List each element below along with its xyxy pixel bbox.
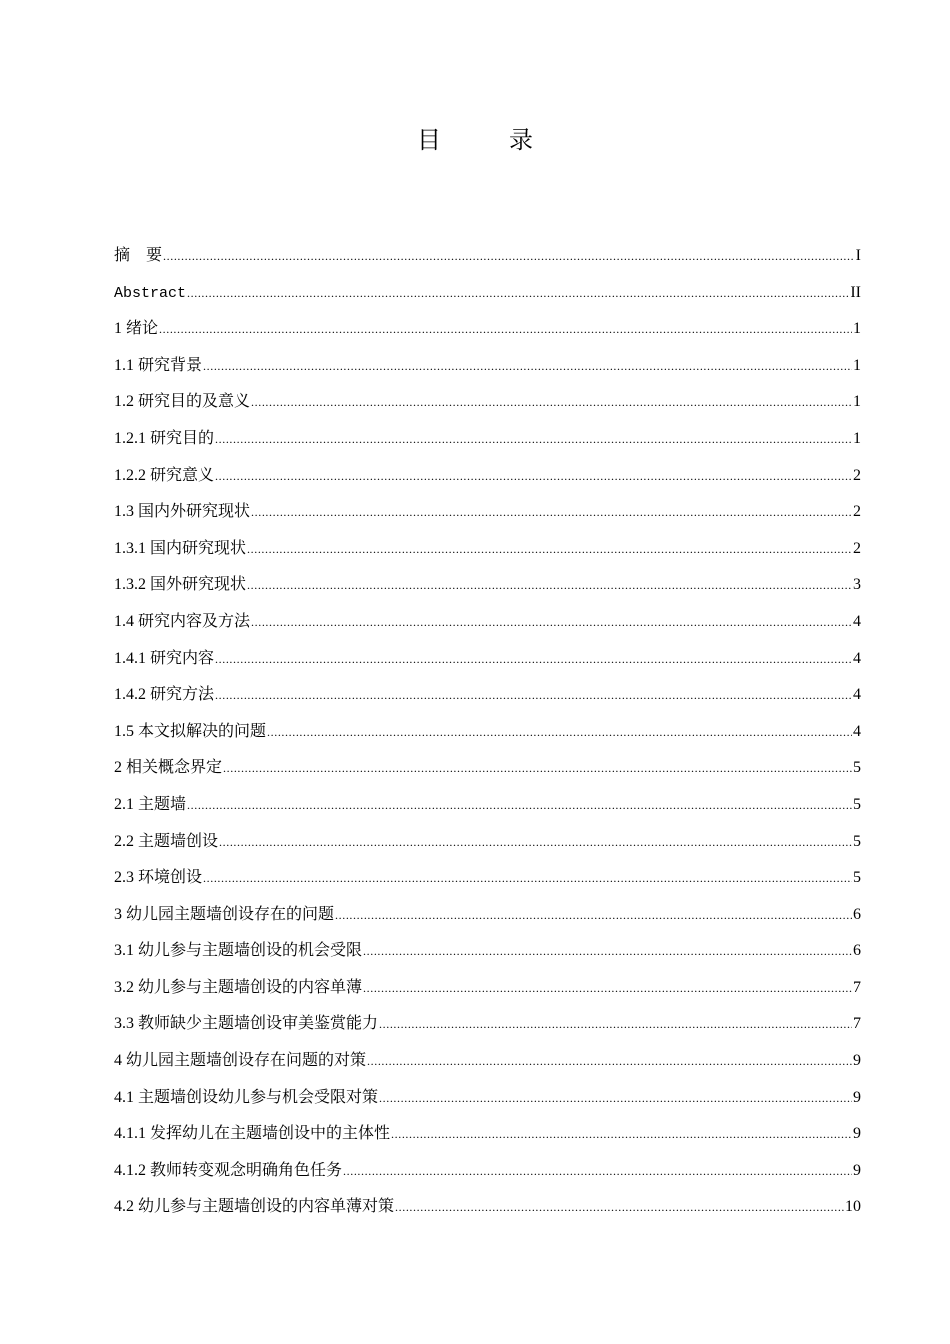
toc-entry[interactable] bbox=[114, 1080, 861, 1117]
toc-entry-label: 1.5 本文拟解决的问题 bbox=[114, 722, 267, 740]
toc-entry-page-number: 10 bbox=[845, 1198, 861, 1216]
toc-entry-page-number: 6 bbox=[853, 905, 861, 923]
toc-entry-label: 3.2 幼儿参与主题墙创设的内容单薄 bbox=[114, 978, 363, 996]
toc-entry[interactable] bbox=[114, 860, 861, 897]
toc-dot-leader bbox=[391, 1116, 852, 1153]
toc-dot-leader bbox=[219, 824, 852, 861]
toc-dot-leader bbox=[215, 677, 852, 714]
toc-entry-page-number: 5 bbox=[853, 795, 861, 813]
toc-dot-leader bbox=[363, 970, 852, 1007]
toc-dot-leader bbox=[215, 458, 852, 495]
toc-entry-page-number: 9 bbox=[853, 1161, 861, 1179]
toc-dot-leader bbox=[215, 641, 852, 678]
toc-entry-label: 1.3.2 国外研究现状 bbox=[114, 576, 247, 594]
toc-dot-leader bbox=[203, 860, 852, 897]
toc-dot-leader bbox=[203, 348, 852, 385]
toc-entry[interactable] bbox=[114, 531, 861, 568]
toc-entry[interactable] bbox=[114, 458, 861, 495]
toc-entry-label: 1.1 研究背景 bbox=[114, 356, 203, 374]
toc-entry-page-number: 5 bbox=[853, 759, 861, 777]
toc-entry[interactable] bbox=[114, 604, 861, 641]
toc-entry-label: 3.1 幼儿参与主题墙创设的机会受限 bbox=[114, 942, 363, 960]
toc-entry-label: 2 相关概念界定 bbox=[114, 759, 223, 777]
toc-entry[interactable] bbox=[114, 348, 861, 385]
toc-entry[interactable] bbox=[114, 714, 861, 751]
toc-entry-label: 4.1.1 发挥幼儿在主题墙创设中的主体性 bbox=[114, 1125, 391, 1143]
toc-entry-label: 4.1.2 教师转变观念明确角色任务 bbox=[114, 1161, 343, 1179]
toc-entry[interactable] bbox=[114, 1189, 861, 1226]
toc-entry-label: 2.1 主题墙 bbox=[114, 795, 187, 813]
toc-entry-label: Abstract bbox=[114, 284, 187, 302]
toc-entry[interactable] bbox=[114, 384, 861, 421]
toc-entry[interactable] bbox=[114, 641, 861, 678]
toc-entry-page-number: 2 bbox=[853, 539, 861, 557]
toc-dot-leader bbox=[223, 750, 852, 787]
toc-entry-label: 2.3 环境创设 bbox=[114, 869, 203, 887]
toc-dot-leader bbox=[251, 494, 852, 531]
toc-dot-leader bbox=[247, 567, 852, 604]
toc-entry-label: 1 绪论 bbox=[114, 320, 159, 338]
toc-entry[interactable] bbox=[114, 311, 861, 348]
toc-entry-label: 3 幼儿园主题墙创设存在的问题 bbox=[114, 905, 335, 923]
toc-entry[interactable] bbox=[114, 275, 861, 312]
toc-entry-page-number: 1 bbox=[853, 320, 861, 338]
toc-dot-leader bbox=[379, 1006, 852, 1043]
toc-entry[interactable] bbox=[114, 824, 861, 861]
toc-entry-label: 4 幼儿园主题墙创设存在问题的对策 bbox=[114, 1052, 367, 1070]
toc-entry[interactable] bbox=[114, 1116, 861, 1153]
toc-entry-page-number: 4 bbox=[853, 686, 861, 704]
toc-entry-page-number: II bbox=[850, 283, 861, 301]
toc-entry-page-number: 5 bbox=[853, 832, 861, 850]
toc-dot-leader bbox=[395, 1189, 844, 1226]
toc-entry-label: 1.3.1 国内研究现状 bbox=[114, 539, 247, 557]
table-of-contents bbox=[114, 238, 861, 1226]
toc-dot-leader bbox=[187, 275, 849, 312]
toc-dot-leader bbox=[159, 311, 852, 348]
toc-entry[interactable] bbox=[114, 677, 861, 714]
toc-entry-label: 1.3 国内外研究现状 bbox=[114, 503, 251, 521]
toc-entry[interactable] bbox=[114, 897, 861, 934]
toc-dot-leader bbox=[187, 787, 852, 824]
toc-entry[interactable] bbox=[114, 494, 861, 531]
toc-entry-page-number: I bbox=[855, 247, 861, 264]
toc-entry[interactable] bbox=[114, 567, 861, 604]
toc-dot-leader bbox=[363, 933, 852, 970]
toc-entry[interactable] bbox=[114, 970, 861, 1007]
toc-entry-page-number: 3 bbox=[853, 576, 861, 594]
toc-entry-page-number: 4 bbox=[853, 722, 861, 740]
toc-entry[interactable] bbox=[114, 787, 861, 824]
toc-entry-page-number: 9 bbox=[853, 1125, 861, 1143]
toc-entry-page-number: 1 bbox=[853, 356, 861, 374]
toc-entry-page-number: 7 bbox=[853, 1015, 861, 1033]
toc-entry-page-number: 9 bbox=[853, 1052, 861, 1070]
toc-entry-label: 4.1 主题墙创设幼儿参与机会受限对策 bbox=[114, 1088, 379, 1106]
toc-entry-label: 1.2.2 研究意义 bbox=[114, 466, 215, 484]
toc-entry[interactable] bbox=[114, 421, 861, 458]
toc-dot-leader bbox=[163, 238, 855, 275]
toc-entry-page-number: 4 bbox=[853, 612, 861, 630]
toc-dot-leader bbox=[335, 897, 852, 934]
toc-entry-page-number: 6 bbox=[853, 942, 861, 960]
toc-entry-label: 1.4 研究内容及方法 bbox=[114, 612, 251, 630]
toc-entry-page-number: 7 bbox=[853, 978, 861, 996]
toc-entry-page-number: 2 bbox=[853, 503, 861, 521]
toc-dot-leader bbox=[267, 714, 852, 751]
toc-entry-page-number: 2 bbox=[853, 466, 861, 484]
toc-entry-label: 3.3 教师缺少主题墙创设审美鉴赏能力 bbox=[114, 1015, 379, 1033]
toc-entry-page-number: 5 bbox=[853, 869, 861, 887]
toc-entry-label: 2.2 主题墙创设 bbox=[114, 832, 219, 850]
toc-entry-page-number: 4 bbox=[853, 649, 861, 667]
toc-dot-leader bbox=[367, 1043, 852, 1080]
toc-dot-leader bbox=[343, 1153, 852, 1190]
toc-entry-label: 1.2.1 研究目的 bbox=[114, 429, 215, 447]
toc-dot-leader bbox=[251, 604, 852, 641]
toc-entry-page-number: 9 bbox=[853, 1088, 861, 1106]
toc-entry-label: 1.4.2 研究方法 bbox=[114, 686, 215, 704]
toc-entry-label: 摘 要 bbox=[114, 247, 163, 264]
toc-entry[interactable] bbox=[114, 238, 861, 275]
toc-entry-label: 1.4.1 研究内容 bbox=[114, 649, 215, 667]
toc-entry[interactable] bbox=[114, 933, 861, 970]
toc-entry[interactable] bbox=[114, 1153, 861, 1190]
toc-entry[interactable] bbox=[114, 750, 861, 787]
page-title: 目 录 bbox=[417, 126, 555, 154]
toc-dot-leader bbox=[251, 384, 852, 421]
toc-entry-page-number: 1 bbox=[853, 393, 861, 411]
toc-entry[interactable] bbox=[114, 1006, 861, 1043]
toc-dot-leader bbox=[215, 421, 852, 458]
toc-entry[interactable] bbox=[114, 1043, 861, 1080]
toc-dot-leader bbox=[247, 531, 852, 568]
toc-entry-label: 1.2 研究目的及意义 bbox=[114, 393, 251, 411]
toc-dot-leader bbox=[379, 1080, 852, 1117]
toc-entry-page-number: 1 bbox=[853, 429, 861, 447]
toc-entry-label: 4.2 幼儿参与主题墙创设的内容单薄对策 bbox=[114, 1198, 395, 1216]
